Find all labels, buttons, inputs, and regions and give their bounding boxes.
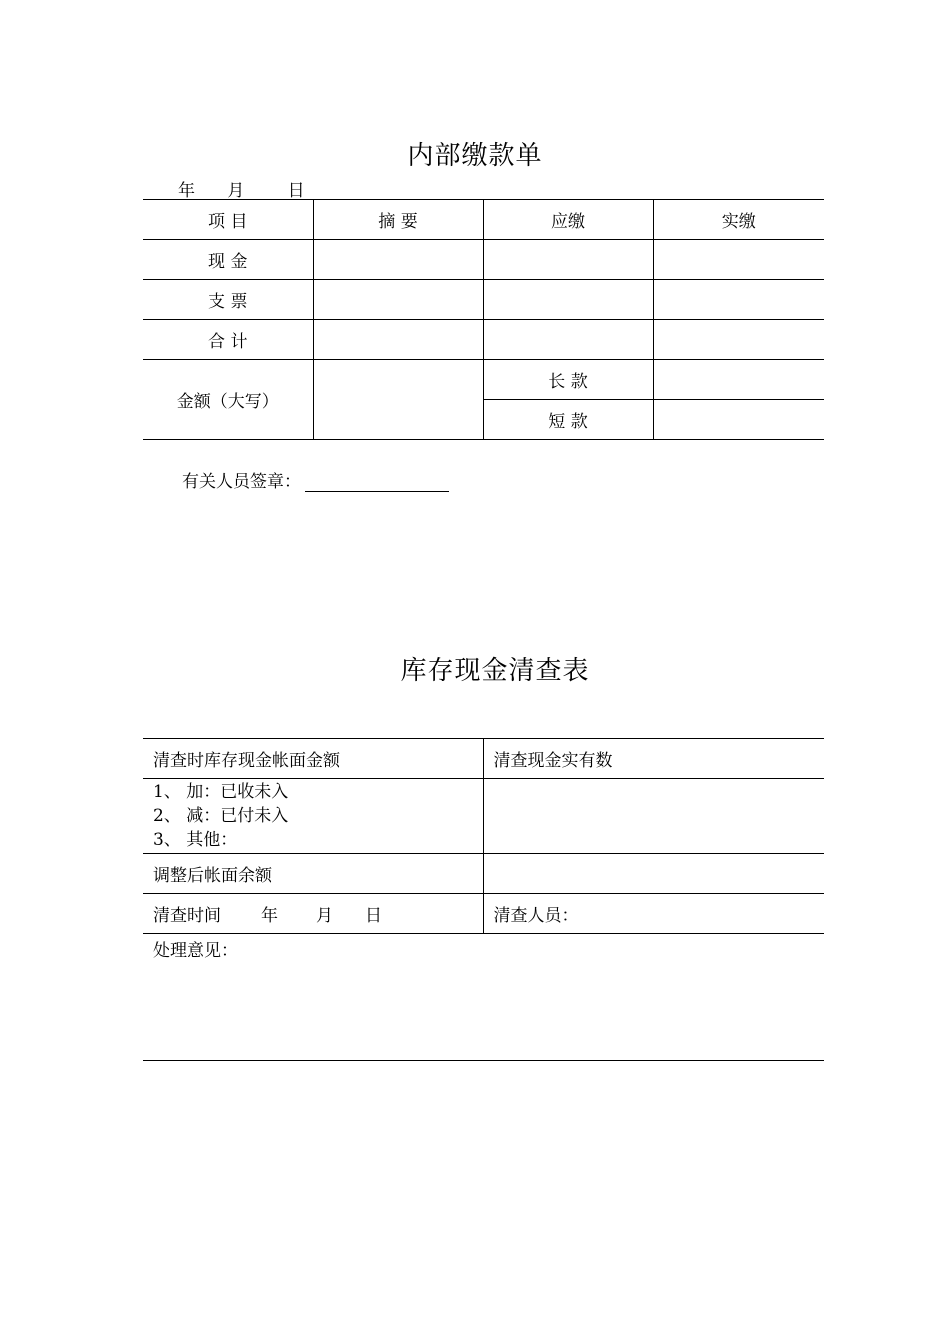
table-row bbox=[143, 360, 824, 400]
adjustments-field[interactable] bbox=[483, 779, 824, 854]
row-label-cash: 现 金 bbox=[143, 240, 313, 280]
signature-label: 有关人员签章： bbox=[182, 472, 301, 492]
signature-line bbox=[182, 467, 449, 492]
cell-payable[interactable] bbox=[483, 280, 653, 320]
table-row bbox=[143, 240, 824, 280]
remarks-label: 处理意见： bbox=[153, 941, 238, 961]
header-item: 项 目 bbox=[143, 200, 313, 240]
short-payment-label: 短 款 bbox=[483, 400, 653, 440]
adjustment-other: 3、 其他： bbox=[153, 830, 238, 850]
signature-field[interactable] bbox=[305, 473, 449, 492]
remarks-field[interactable] bbox=[143, 934, 824, 1061]
header-summary: 摘 要 bbox=[313, 200, 483, 240]
amount-in-words-field[interactable] bbox=[313, 360, 483, 440]
form2-title: 库存现金清查表 bbox=[400, 656, 590, 686]
adjustment-add: 1、 加：已收未入 bbox=[153, 782, 289, 802]
adjusted-balance-field[interactable] bbox=[483, 854, 824, 894]
cash-count-table bbox=[143, 738, 824, 1061]
cell-summary[interactable] bbox=[313, 240, 483, 280]
check-time-label: 清查时间 bbox=[153, 906, 221, 926]
short-payment-field[interactable] bbox=[653, 400, 824, 440]
check-time-year: 年 bbox=[261, 906, 278, 926]
check-time-month: 月 bbox=[316, 906, 333, 926]
cell-paid[interactable] bbox=[653, 280, 824, 320]
cell-payable[interactable] bbox=[483, 320, 653, 360]
table-row bbox=[143, 854, 824, 894]
cell-payable[interactable] bbox=[483, 240, 653, 280]
check-time-cell[interactable] bbox=[143, 894, 483, 934]
table-row bbox=[143, 934, 824, 1061]
table-row bbox=[143, 739, 824, 779]
row-label-total: 合 计 bbox=[143, 320, 313, 360]
table-row bbox=[143, 320, 824, 360]
inspector-label[interactable]: 清查人员： bbox=[483, 894, 824, 934]
long-payment-label: 长 款 bbox=[483, 360, 653, 400]
table-row bbox=[143, 779, 824, 854]
book-balance-label: 清查时库存现金帐面金额 bbox=[143, 739, 483, 779]
header-payable: 应缴 bbox=[483, 200, 653, 240]
amount-in-words-label: 金额（大写） bbox=[143, 360, 313, 440]
adjusted-balance-label: 调整后帐面余额 bbox=[143, 854, 483, 894]
cell-summary[interactable] bbox=[313, 320, 483, 360]
table-header-row bbox=[143, 200, 824, 240]
form1-title: 内部缴款单 bbox=[407, 141, 543, 171]
adjustment-subtract: 2、 减：已付未入 bbox=[153, 806, 289, 826]
table-row bbox=[143, 894, 824, 934]
form1-date-line: 年 月 日 bbox=[178, 181, 305, 201]
row-label-check: 支 票 bbox=[143, 280, 313, 320]
adjustments-cell bbox=[143, 779, 483, 854]
actual-cash-label: 清查现金实有数 bbox=[483, 739, 824, 779]
table-row bbox=[143, 280, 824, 320]
check-time-day: 日 bbox=[365, 906, 382, 926]
cell-paid[interactable] bbox=[653, 320, 824, 360]
cell-paid[interactable] bbox=[653, 240, 824, 280]
payment-form-table bbox=[143, 199, 824, 440]
header-paid: 实缴 bbox=[653, 200, 824, 240]
long-payment-field[interactable] bbox=[653, 360, 824, 400]
cell-summary[interactable] bbox=[313, 280, 483, 320]
